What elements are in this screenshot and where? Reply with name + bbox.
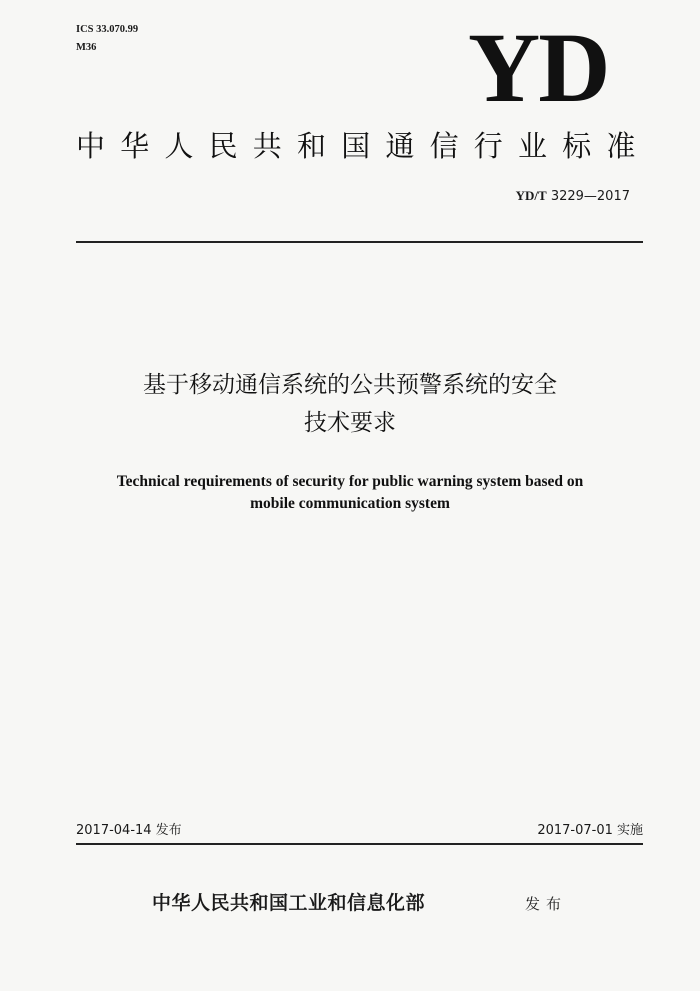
issuing-action: 发布 [525,895,568,913]
chinese-title [50,366,650,442]
ics-code: ICS 33.070.99 [76,24,139,35]
standard-number [480,187,630,206]
top-divider [76,241,643,243]
english-title [40,471,660,515]
yd-logo: YD [468,12,609,123]
chinese-title-line-2: 技术要求 [304,410,396,436]
standard-type-heading: 中华人民共和国通信行业标准 [76,129,651,163]
chinese-title-line-1: 基于移动通信系统的公共预警系统的安全 [143,372,557,398]
standard-number-value: 3229—2017 [550,189,630,204]
ccs-code: M36 [76,42,97,53]
bottom-divider [76,843,643,845]
implementation-date: 2017-07-01 实施 [537,823,643,838]
issuing-authority: 中华人民共和国工业和信息化部 [152,893,426,914]
standard-code: YD/T [515,188,547,203]
issue-date: 2017-04-14 发布 [76,823,182,838]
english-title-line-1: Technical requirements of security for public warning system based on [116,473,584,490]
english-title-line-2: mobile communication system [250,495,450,512]
